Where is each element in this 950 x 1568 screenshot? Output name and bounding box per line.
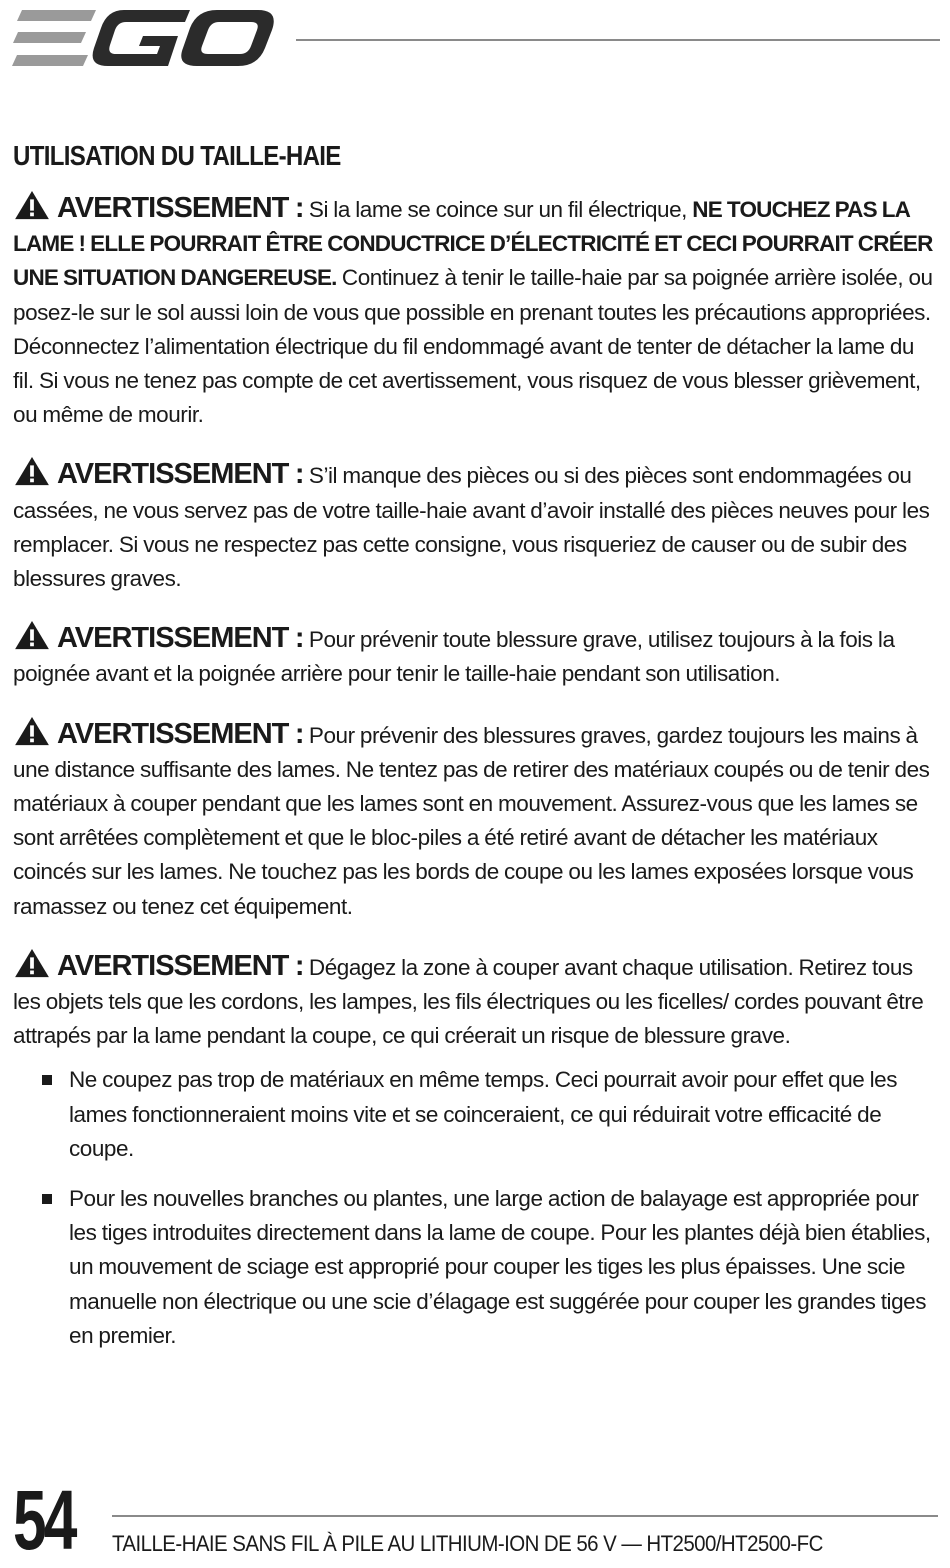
warning-paragraph-5 (13, 948, 938, 1054)
warning-triangle-icon (13, 190, 51, 220)
warning-triangle-icon (13, 620, 51, 650)
main-content (13, 140, 938, 1369)
list-item-text: Pour les nouvelles branches ou plantes, une large action de balayage est appropriée pour les tiges introduites directement dans la lame de coupe. Pour les plantes déjà bien établies, un mouvement de sciage est approprié pour couper les tiges les plus épaisses. Une scie manuelle non électrique ou une scie d’élagage est suggérée pour couper les grandes tiges en premier. (69, 1186, 931, 1348)
ego-logo (12, 10, 274, 68)
list-item (13, 1063, 938, 1166)
header-divider (296, 39, 940, 41)
footer-divider (112, 1515, 938, 1517)
warning-triangle-icon (13, 948, 51, 978)
warning-triangle-icon (13, 716, 51, 746)
list-item-text: Ne coupez pas trop de matériaux en même temps. Ceci pourrait avoir pour effet que les lames fonctionneraient moins vite et se coinceraient, ce qui réduirait votre efficacité de coupe. (69, 1067, 898, 1161)
warning-text: Dégagez la zone à couper avant chaque utilisation. Retirez tous les objets tels que les cordons, les lampes, les fils électriques ou les ficelles/ cordes pouvant être attrapés par la lame pendant la coupe, ce qui créerait un risque de blessure grave. (13, 954, 924, 1049)
warning-label: AVERTISSEMENT : (57, 192, 304, 224)
warning-label: AVERTISSEMENT : (57, 458, 304, 491)
warning-paragraph-3 (13, 620, 938, 691)
warning-text: Continuez à tenir le taille-haie par sa poignée arrière isolée, ou posez-le sur le sol aussi loin de vous que possible en prenant toutes les précautions appropriées. Déconnectez l’alimentation électrique du fil endommagé avant de tenter de détacher la lame du fil. Si vous ne tenez pas compte de cet avertissement, vous risquez de vous blesser grièvement, ou même de mourir. (13, 265, 933, 428)
warning-paragraph-1 (13, 190, 938, 432)
warning-paragraph-2 (13, 456, 938, 596)
square-bullet-icon (42, 1075, 52, 1085)
warning-text: Si la lame se coince sur un fil électrique, (303, 197, 693, 222)
footer-product-title: TAILLE-HAIE SANS FIL À PILE AU LITHIUM-ION DE 56 V — HT2500/HT2500-FC (112, 1531, 823, 1556)
warning-bold-text: NE TOUCHEZ PAS LA LAME ! ELLE POURRAIT ÊTRE CONDUCTRICE D’ÉLECTRICITÉ ET CECI POURRAIT CRÉER UNE SITUATION DANGEREUSE. (13, 197, 933, 291)
page-header (12, 10, 940, 70)
warning-text: Pour prévenir toute blessure grave, utilisez toujours à la fois la poignée avant et la poignée arrière pour tenir le taille-haie pendant son utilisation. (13, 627, 895, 687)
page-footer (13, 1475, 938, 1565)
warning-label: AVERTISSEMENT : (57, 622, 304, 655)
section-title: UTILISATION DU TAILLE-HAIE (13, 140, 341, 171)
square-bullet-icon (42, 1194, 52, 1204)
warning-text: Pour prévenir des blessures graves, gardez toujours les mains à une distance suffisante des lames. Ne tentez pas de retirer des matériaux coupés ou de tenir des matériaux à couper pendant que les lames sont en mouvement. Assurez-vous que les lames se sont arrêtées complètement et que le bloc-piles a été retiré avant de détacher les matériaux coincés sur les lames. Ne touchez pas les bords de coupe ou les lames exposées lorsque vous ramassez ou tenez cet équipement. (13, 722, 930, 919)
warning-text: S’il manque des pièces ou si des pièces sont endommagées ou cassées, ne vous servez pas de votre taille-haie avant d’avoir installé des pièces neuves pour les remplacer. Si vous ne respectez pas cette consigne, vous risqueriez de causer ou de subir des blessures graves. (13, 463, 930, 592)
page-number: 54 (13, 1473, 75, 1567)
warning-label: AVERTISSEMENT : (57, 717, 304, 750)
instruction-list (13, 1063, 938, 1353)
warning-paragraph-4 (13, 716, 938, 924)
warning-triangle-icon (13, 456, 51, 486)
warning-label: AVERTISSEMENT : (57, 949, 304, 982)
list-item (13, 1182, 938, 1353)
